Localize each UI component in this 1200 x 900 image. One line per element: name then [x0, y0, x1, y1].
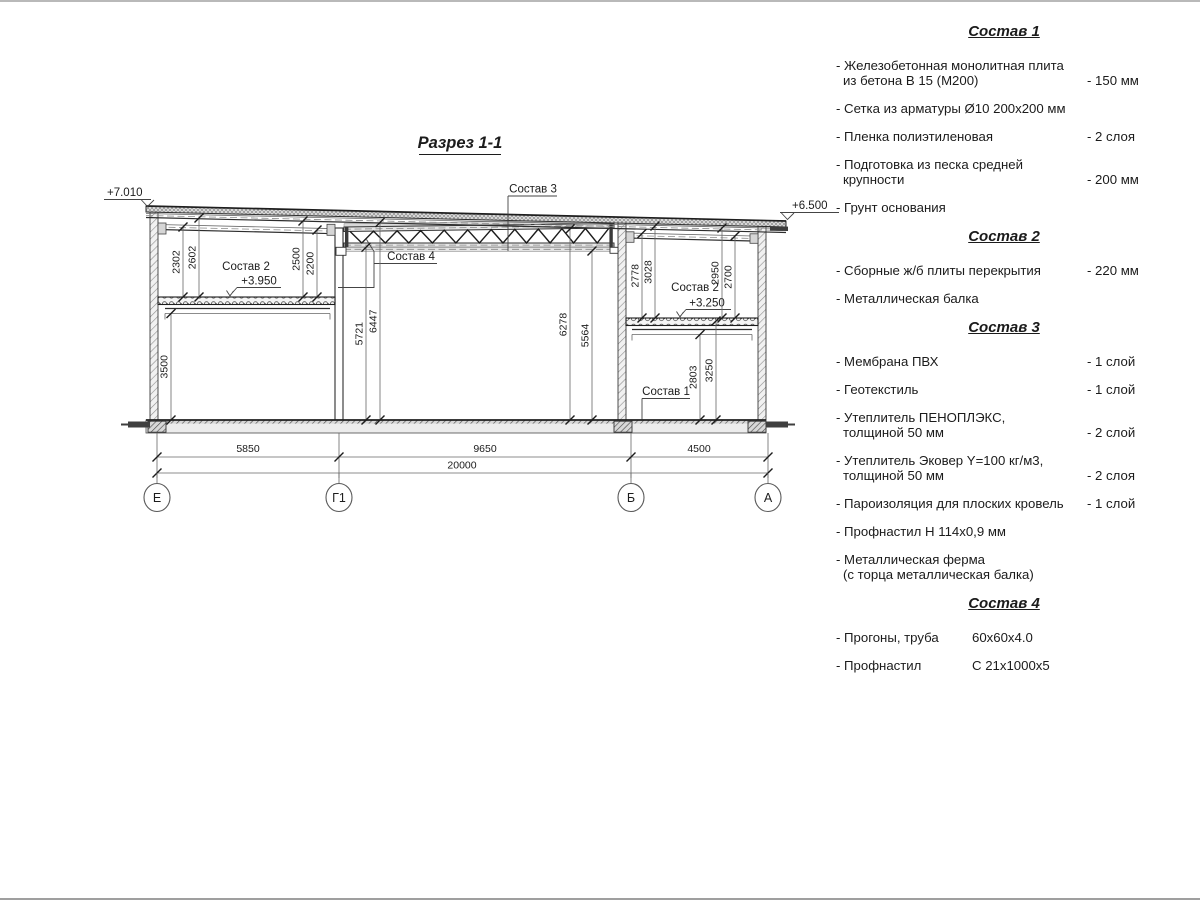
left-ceiling-corbel-right	[327, 224, 335, 235]
spec-item-name-line: (с торца металлическая балка)	[843, 567, 1034, 582]
spec-section-2	[836, 228, 1172, 306]
spec-item-name-line: - Геотекстиль	[836, 382, 919, 397]
spec-item-name	[836, 291, 1080, 306]
spec-item-name-line: - Профнастил	[836, 658, 922, 673]
spec-section-4	[836, 595, 1172, 673]
spec-item-name	[836, 552, 1080, 582]
slab-left-3950	[158, 297, 335, 305]
dimension	[558, 225, 575, 425]
dimension-text: 2200	[304, 251, 317, 276]
spec-item-name-line: крупности	[843, 172, 905, 187]
spec-item	[836, 354, 1172, 369]
dimension-text: 2302	[170, 250, 183, 274]
dimension-text: 3500	[158, 355, 171, 379]
spec-item-value: С 21x1000x5	[972, 658, 1050, 673]
wall-E	[150, 211, 158, 420]
dimension	[171, 223, 188, 302]
roof-end-cap	[770, 226, 788, 231]
spec-item-name	[836, 658, 965, 673]
dimension-text: 3028	[642, 260, 655, 284]
spec-item	[836, 200, 1172, 215]
callout-sostav2-left: Состав 2	[222, 261, 270, 273]
mark-right-arrow	[677, 310, 687, 318]
spec-item-name-line: - Железобетонная монолитная плита	[836, 58, 1064, 73]
axis-label: Б	[626, 491, 636, 505]
spec-item	[836, 101, 1172, 116]
right-ceiling-corbel-right	[750, 234, 758, 244]
axis-bubble-3	[618, 473, 644, 512]
spec-item-name-line: из бетона В 15 (М200)	[843, 73, 979, 88]
dimension-text: 2778	[629, 264, 642, 288]
axis-bubble-4	[755, 473, 781, 512]
slab-right-3250	[626, 318, 758, 326]
spec-item-value: - 1 слой	[1087, 382, 1136, 397]
truss-end-post-left	[345, 227, 348, 247]
axis-bubble-1	[144, 473, 170, 512]
spec-item-name	[836, 200, 1080, 215]
spec-item-name-line: - Пароизоляция для плоских кровель	[836, 496, 1064, 511]
wall-B	[618, 222, 626, 420]
left-ceiling-line-bottom	[158, 230, 335, 234]
spec-section-1	[836, 23, 1172, 215]
dim-span-1: 5850	[236, 443, 260, 455]
dimension-text: 2602	[186, 245, 199, 270]
spec-item-name-line: - Подготовка из песка средней	[836, 157, 1023, 172]
dimension	[305, 226, 322, 302]
spec-item	[836, 58, 1172, 88]
spec-item-value: - 2 слоя	[1087, 468, 1135, 483]
dimension-text: 5564	[579, 323, 592, 348]
truss-support-left	[336, 247, 346, 255]
drawing-title: Разрез 1-1	[417, 134, 503, 152]
spec-item	[836, 291, 1172, 306]
callout-sostav1: Состав 1	[642, 386, 690, 398]
spec-item-name-line: - Сетка из арматуры Ø10 200x200 мм	[836, 101, 1066, 116]
footing-A	[748, 421, 766, 432]
dimension-text: 2500	[290, 247, 303, 271]
spec-item-name	[836, 101, 1080, 116]
spec-item-value: - 1 слой	[1087, 496, 1136, 511]
spec-item	[836, 630, 1172, 645]
anchor-bar-left	[128, 422, 150, 428]
anchor-bar-right	[766, 422, 788, 428]
axis-bubbles	[144, 473, 781, 512]
right-ceiling-corbel-left	[626, 232, 634, 243]
spec-item-name	[836, 354, 1080, 369]
spec-item-name	[836, 263, 1080, 278]
callout-sostav4: Состав 4	[387, 251, 435, 263]
spec-item-name-line: - Сборные ж/б плиты перекрытия	[836, 263, 1041, 278]
spec-heading: Состав 1	[968, 23, 1040, 40]
spec-item-value: - 1 слой	[1087, 354, 1136, 369]
spec-item	[836, 129, 1172, 144]
spec-item	[836, 263, 1172, 278]
dimension-text: 2700	[722, 265, 735, 289]
truss-soffit-band	[344, 247, 614, 251]
spec-item	[836, 382, 1172, 397]
dim-span-3: 4500	[687, 443, 711, 455]
right-ceiling-line-bottom	[626, 238, 758, 241]
dimension-text: 5721	[353, 321, 366, 346]
dimension	[580, 247, 597, 425]
spec-item-name-line: - Пленка полиэтиленовая	[836, 129, 993, 144]
spec-section-3	[836, 319, 1172, 582]
spec-item-value: - 220 мм	[1087, 263, 1139, 278]
spec-item-name-line: - Грунт основания	[836, 200, 946, 215]
callout-sostav1-leader	[642, 399, 690, 420]
spec-item-name-line: - Утеплитель ПЕНОПЛЭКС,	[836, 410, 1006, 425]
spec-heading: Состав 4	[968, 595, 1040, 612]
spec-item-name	[836, 58, 1080, 88]
left-ceiling-corbel-left	[158, 223, 166, 234]
elevation-right-arrow	[781, 213, 794, 220]
dimension-text: 2803	[687, 365, 700, 389]
dimension	[187, 214, 204, 302]
spec-item-value: - 150 мм	[1087, 73, 1139, 88]
dim-total: 20000	[447, 459, 477, 472]
spec-item-value: - 200 мм	[1087, 172, 1139, 187]
dimension-text: 6447	[367, 309, 380, 333]
dimension-text: 2950	[709, 261, 722, 285]
dimension	[159, 309, 176, 425]
axis-bubble-2	[326, 473, 352, 512]
spec-item	[836, 496, 1172, 511]
callout-sostav3: Состав 3	[509, 183, 557, 196]
axis-label: Г1	[332, 491, 346, 505]
spec-item-name-line: толщиной 50 мм	[843, 468, 944, 483]
spec-item-name-line: толщиной 50 мм	[843, 425, 944, 440]
dimension-text: 3250	[703, 358, 716, 383]
spec-item-name	[836, 382, 1080, 397]
floor-slabs	[158, 297, 758, 341]
wall-G1	[335, 228, 343, 420]
spec-item-name	[836, 630, 965, 645]
dim-span-2: 9650	[473, 443, 497, 455]
elevation-roof-right: +6.500	[792, 200, 828, 212]
spec-item	[836, 453, 1172, 483]
spec-item	[836, 410, 1172, 440]
truss-support-right	[610, 247, 618, 253]
truss-end-post-right	[609, 224, 612, 248]
spec-item-name	[836, 157, 1080, 187]
spec-item-name-line: - Металлическая балка	[836, 291, 979, 306]
spec-item-name-line: - Мембрана ПВХ	[836, 354, 939, 369]
spec-heading: Состав 2	[968, 228, 1040, 245]
spec-item-name	[836, 453, 1080, 483]
dimension-text: 6278	[557, 312, 570, 337]
spec-item-name	[836, 496, 1080, 511]
spec-item-name	[836, 524, 1080, 539]
axis-label: А	[763, 491, 773, 505]
dimension	[723, 232, 740, 323]
dimension	[688, 330, 705, 425]
dimension	[643, 222, 660, 323]
spec-item-name-line: - Профнастил Н 114x0,9 мм	[836, 524, 1006, 539]
ground-slab	[121, 420, 795, 433]
wall-A	[758, 226, 766, 420]
spec-item-name	[836, 410, 1080, 440]
dimension	[704, 317, 721, 425]
spec-item-value: - 2 слой	[1087, 425, 1136, 440]
elevation-roof-left: +7.010	[107, 187, 143, 199]
spec-item	[836, 658, 1172, 673]
spec-panel	[836, 18, 1172, 686]
mark-left-slab: +3.950	[241, 275, 277, 288]
callout-sostav2-right: Состав 2	[671, 282, 719, 294]
spec-item-value: - 2 слоя	[1087, 129, 1135, 144]
spec-item-value: 60x60x4.0	[972, 630, 1033, 645]
spec-item-name-line: - Прогоны, труба	[836, 630, 939, 645]
spec-item	[836, 157, 1172, 187]
axis-label: Е	[152, 491, 162, 505]
footing-E	[148, 421, 166, 432]
footing-B	[614, 421, 632, 432]
spec-item-name-line: - Утеплитель Эковер Y=100 кг/м3,	[836, 453, 1044, 468]
spec-item	[836, 552, 1172, 582]
mark-left-arrow	[227, 288, 238, 297]
dimensions-bottom	[144, 433, 781, 512]
spec-heading: Состав 3	[968, 319, 1040, 336]
mark-right-slab: +3.250	[689, 297, 725, 310]
spec-item-name-line: - Металлическая ферма	[836, 552, 985, 567]
spec-item-name	[836, 129, 1080, 144]
spec-item	[836, 524, 1172, 539]
